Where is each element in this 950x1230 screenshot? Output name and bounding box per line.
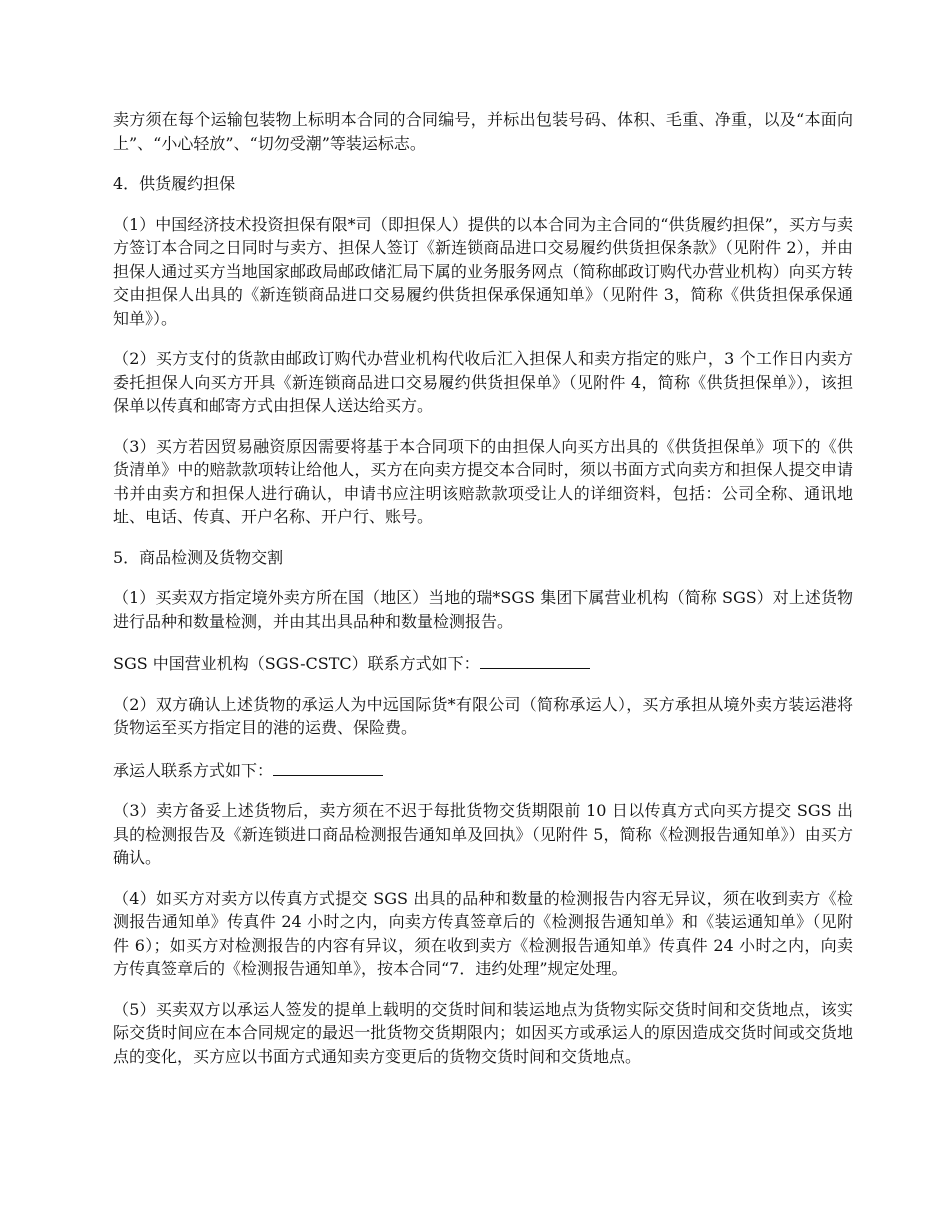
sgs-contact-line — [113, 650, 853, 676]
document-page — [113, 108, 853, 1085]
packing-marks-paragraph: 卖方须在每个运输包装物上标明本合同的合同编号，并标出包装号码、体积、毛重、净重，以及“本面向上”、“小心轻放”、“切勿受潮”等装运标志。 — [113, 110, 853, 153]
sgs-contact-label: SGS 中国营业机构（SGS-CSTC）联系方式如下： — [113, 654, 480, 673]
clause-4-1: （1）中国经济技术投资担保有限*司（即担保人）提供的以本合同为主合同的“供货履约担保”，买方与卖方签订本合同之日同时与卖方、担保人签订《新连锁商品进口交易履约供货担保条款》（见附件 2），并由担保人通过买方当地国家邮政局邮政储汇局下属的业务服务网点（简称邮政订购代办营业机构）向买方转交由担保人出具的《新连锁商品进口交易履约供货担保承保通知单》（见附件 3，简称《供货担保承保通知单》）。 — [113, 214, 853, 328]
clause-5-2: （2）双方确认上述货物的承运人为中远国际货*有限公司（简称承运人），买方承担从境外卖方装运港将货物运至买方指定目的港的运费、保险费。 — [113, 694, 853, 737]
section-4-heading: 4．供货履约担保 — [113, 174, 236, 193]
sgs-contact-blank — [480, 650, 590, 669]
clause-5-5: （5）买卖双方以承运人签发的提单上载明的交货时间和装运地点为货物实际交货时间和交货地点，该实际交货时间应在本合同规定的最迟一批货物交货期限内；如因买方或承运人的原因造成交货时间或交货地点的变化，买方应以书面方式通知卖方变更后的货物交货时间和交货地点。 — [113, 999, 853, 1066]
clause-4-3: （3）买方若因贸易融资原因需要将基于本合同项下的由担保人向买方出具的《供货担保单》项下的《供货清单》中的赔款款项转让给他人，买方在向卖方提交本合同时，须以书面方式向卖方和担保人提交申请书并由卖方和担保人进行确认，申请书应注明该赔款款项受让人的详细资料，包括：公司全称、通讯地址、电话、传真、开户名称、开户行、账号。 — [113, 436, 853, 526]
carrier-contact-line — [113, 757, 853, 783]
clause-5-4: （4）如买方对卖方以传真方式提交 SGS 出具的品种和数量的检测报告内容无异议，须在收到卖方《检测报告通知单》传真件 24 小时之内，向卖方传真签章后的《检测报告通知单》和《装运通知单》（见附件 6）；如买方对检测报告的内容有异议，须在收到卖方《检测报告通知单》传真件 24 小时之内，向卖方传真签章后的《检测报告通知单》，按本合同“7．违约处理”规定处理。 — [113, 888, 853, 978]
clause-4-2: （2）买方支付的货款由邮政订购代办营业机构代收后汇入担保人和卖方指定的账户，3 个工作日内卖方委托担保人向买方开具《新连锁商品进口交易履约供货担保单》（见附件 4，简称《供货担保单》），该担保单以传真和邮寄方式由担保人送达给买方。 — [113, 349, 853, 415]
carrier-contact-label: 承运人联系方式如下： — [113, 760, 274, 780]
clause-5-1: （1）买卖双方指定境外卖方所在国（地区）当地的瑞*SGS 集团下属营业机构（简称 SGS）对上述货物进行品种和数量检测，并由其出具品种和数量检测报告。 — [113, 588, 853, 631]
carrier-contact-blank — [273, 757, 383, 776]
clause-5-3: （3）卖方备妥上述货物后，卖方须在不迟于每批货物交货期限前 10 日以传真方式向买方提交 SGS 出具的检测报告及《新连锁进口商品检测报告通知单及回执》（见附件 5，简称《检测报告通知单》）由买方确认。 — [113, 801, 853, 867]
section-5-heading: 5．商品检测及货物交割 — [113, 547, 284, 567]
